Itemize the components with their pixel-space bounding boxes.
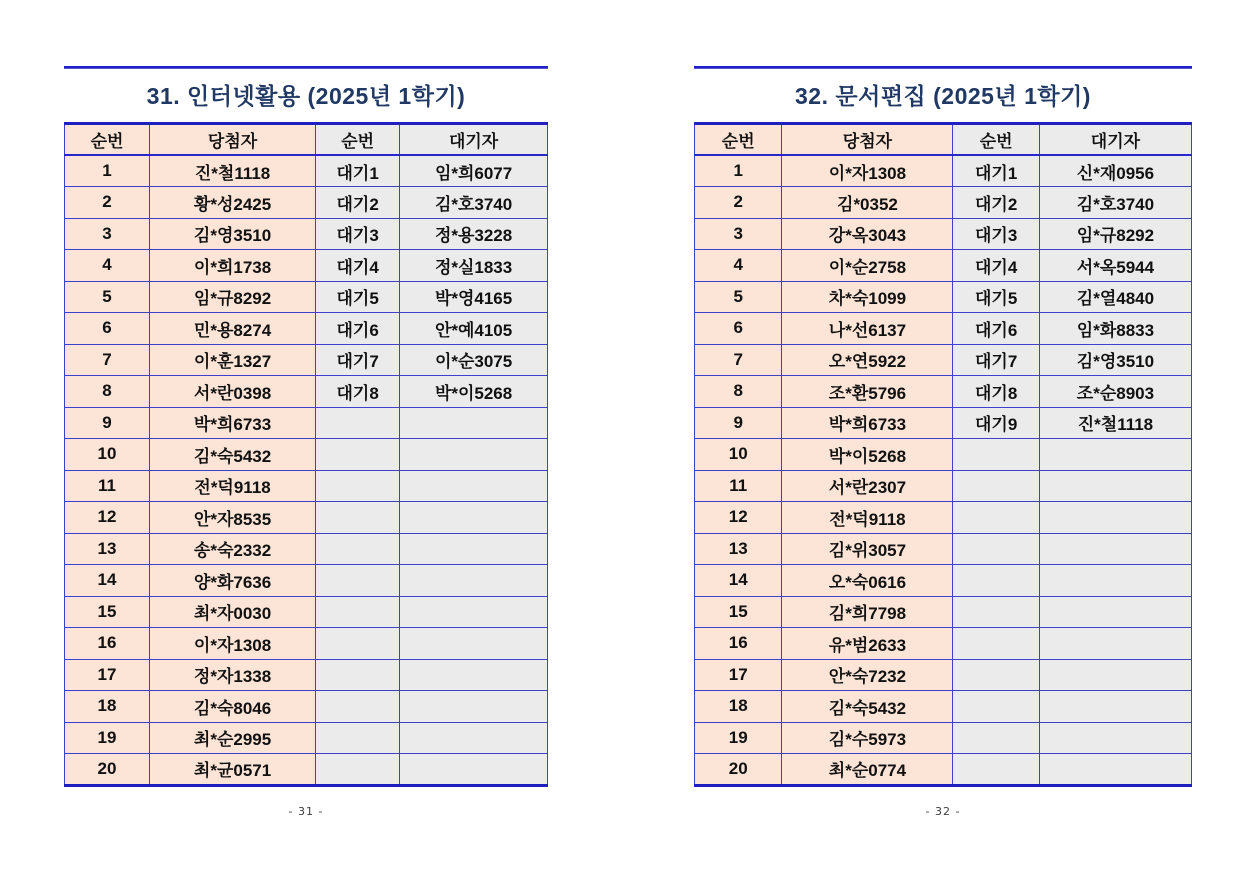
waitlist-cell: 김*영3510 xyxy=(1039,344,1191,376)
rank-cell: 16 xyxy=(695,628,782,660)
column-header-winner: 당첨자 xyxy=(150,124,316,156)
winner-cell: 김*수5973 xyxy=(782,722,953,754)
wait-rank-cell: 대기3 xyxy=(316,218,400,250)
wait-rank-cell: 대기4 xyxy=(953,250,1039,282)
winner-cell: 김*영3510 xyxy=(150,218,316,250)
table-row xyxy=(695,691,1192,723)
rank-cell: 11 xyxy=(695,470,782,502)
column-header-rank: 순번 xyxy=(65,124,150,156)
title-rule xyxy=(694,66,1192,69)
wait-rank-cell: 대기8 xyxy=(953,376,1039,408)
winner-cell: 최*균0571 xyxy=(150,754,316,786)
rank-cell: 1 xyxy=(65,155,150,187)
wait-rank-cell xyxy=(316,407,400,439)
waitlist-cell: 김*열4840 xyxy=(1039,281,1191,313)
winner-cell: 조*환5796 xyxy=(782,376,953,408)
winner-cell: 오*연5922 xyxy=(782,344,953,376)
table-row xyxy=(65,155,548,187)
rank-cell: 19 xyxy=(695,722,782,754)
table-row xyxy=(695,659,1192,691)
rank-cell: 3 xyxy=(695,218,782,250)
waitlist-cell xyxy=(1039,722,1191,754)
wait-rank-cell: 대기6 xyxy=(316,313,400,345)
waitlist-cell xyxy=(400,470,548,502)
wait-rank-cell xyxy=(953,659,1039,691)
wait-rank-cell: 대기5 xyxy=(316,281,400,313)
wait-rank-cell xyxy=(316,533,400,565)
waitlist-cell: 김*호3740 xyxy=(400,187,548,219)
rank-cell: 3 xyxy=(65,218,150,250)
wait-rank-cell: 대기1 xyxy=(316,155,400,187)
table-row xyxy=(695,722,1192,754)
table-row xyxy=(695,344,1192,376)
table-body xyxy=(65,155,548,785)
wait-rank-cell xyxy=(953,470,1039,502)
page-number: - 31 - xyxy=(288,804,324,818)
rank-cell: 7 xyxy=(695,344,782,376)
wait-rank-cell xyxy=(953,439,1039,471)
wait-rank-cell: 대기1 xyxy=(953,155,1039,187)
wait-rank-cell xyxy=(953,533,1039,565)
wait-rank-cell: 대기8 xyxy=(316,376,400,408)
winner-cell: 박*이5268 xyxy=(782,439,953,471)
rank-cell: 15 xyxy=(695,596,782,628)
winner-cell: 김*숙5432 xyxy=(150,439,316,471)
winner-cell: 이*순2758 xyxy=(782,250,953,282)
winner-cell: 나*선6137 xyxy=(782,313,953,345)
waitlist-cell xyxy=(1039,502,1191,534)
winner-cell: 강*옥3043 xyxy=(782,218,953,250)
winner-cell: 김*위3057 xyxy=(782,533,953,565)
winner-cell: 전*덕9118 xyxy=(782,502,953,534)
table-row xyxy=(695,628,1192,660)
column-header-winner: 당첨자 xyxy=(782,124,953,156)
winner-cell: 차*숙1099 xyxy=(782,281,953,313)
table-row xyxy=(695,218,1192,250)
table-row xyxy=(695,407,1192,439)
waitlist-cell xyxy=(1039,659,1191,691)
table-row xyxy=(65,754,548,786)
table-row xyxy=(695,250,1192,282)
wait-rank-cell xyxy=(316,628,400,660)
lottery-table-32 xyxy=(694,122,1192,787)
wait-rank-cell xyxy=(316,722,400,754)
waitlist-cell: 박*영4165 xyxy=(400,281,548,313)
page-number: - 32 - xyxy=(925,804,961,818)
table-row xyxy=(65,187,548,219)
table-row xyxy=(695,281,1192,313)
waitlist-cell: 이*순3075 xyxy=(400,344,548,376)
waitlist-cell: 정*용3228 xyxy=(400,218,548,250)
table-row xyxy=(695,533,1192,565)
column-header-waitlist: 대기자 xyxy=(1039,124,1191,156)
waitlist-cell: 서*옥5944 xyxy=(1039,250,1191,282)
rank-cell: 16 xyxy=(65,628,150,660)
table-row xyxy=(65,344,548,376)
wait-rank-cell xyxy=(953,691,1039,723)
table-row xyxy=(65,250,548,282)
wait-rank-cell xyxy=(316,596,400,628)
winner-cell: 이*자1308 xyxy=(782,155,953,187)
column-header-wait-rank: 순번 xyxy=(316,124,400,156)
wait-rank-cell xyxy=(316,470,400,502)
winner-cell: 김*희7798 xyxy=(782,596,953,628)
wait-rank-cell xyxy=(316,502,400,534)
wait-rank-cell xyxy=(316,659,400,691)
wait-rank-cell: 대기6 xyxy=(953,313,1039,345)
table-row xyxy=(65,376,548,408)
rank-cell: 6 xyxy=(65,313,150,345)
table-row xyxy=(65,313,548,345)
table-row xyxy=(695,754,1192,786)
table-row xyxy=(695,313,1192,345)
table-row xyxy=(65,502,548,534)
wait-rank-cell xyxy=(953,722,1039,754)
table-row xyxy=(695,565,1192,597)
wait-rank-cell: 대기5 xyxy=(953,281,1039,313)
waitlist-cell xyxy=(1039,565,1191,597)
winner-cell: 서*란2307 xyxy=(782,470,953,502)
waitlist-cell: 임*화8833 xyxy=(1039,313,1191,345)
waitlist-cell xyxy=(400,722,548,754)
rank-cell: 14 xyxy=(695,565,782,597)
rank-cell: 10 xyxy=(695,439,782,471)
rank-cell: 4 xyxy=(695,250,782,282)
table-row xyxy=(65,628,548,660)
table-row xyxy=(65,565,548,597)
winner-cell: 최*순2995 xyxy=(150,722,316,754)
rank-cell: 17 xyxy=(695,659,782,691)
rank-cell: 2 xyxy=(65,187,150,219)
column-header-waitlist: 대기자 xyxy=(400,124,548,156)
table-row xyxy=(65,470,548,502)
waitlist-cell xyxy=(1039,533,1191,565)
wait-rank-cell: 대기7 xyxy=(953,344,1039,376)
winner-cell: 서*란0398 xyxy=(150,376,316,408)
waitlist-cell xyxy=(400,565,548,597)
waitlist-cell xyxy=(400,533,548,565)
wait-rank-cell: 대기2 xyxy=(953,187,1039,219)
waitlist-cell xyxy=(400,659,548,691)
waitlist-cell xyxy=(1039,596,1191,628)
rank-cell: 17 xyxy=(65,659,150,691)
rank-cell: 20 xyxy=(65,754,150,786)
table-row xyxy=(695,596,1192,628)
table-row xyxy=(695,187,1192,219)
winner-cell: 오*숙0616 xyxy=(782,565,953,597)
waitlist-cell: 신*재0956 xyxy=(1039,155,1191,187)
rank-cell: 9 xyxy=(65,407,150,439)
rank-cell: 5 xyxy=(695,281,782,313)
waitlist-cell xyxy=(400,502,548,534)
winner-cell: 최*순0774 xyxy=(782,754,953,786)
winner-cell: 안*숙7232 xyxy=(782,659,953,691)
wait-rank-cell: 대기9 xyxy=(953,407,1039,439)
table-row xyxy=(695,502,1192,534)
waitlist-cell xyxy=(1039,439,1191,471)
table-header-row xyxy=(65,124,548,156)
table-row xyxy=(695,470,1192,502)
title-rule xyxy=(64,66,548,69)
wait-rank-cell xyxy=(953,628,1039,660)
waitlist-cell xyxy=(400,628,548,660)
table-row xyxy=(695,439,1192,471)
wait-rank-cell xyxy=(316,439,400,471)
waitlist-cell xyxy=(400,691,548,723)
winner-cell: 이*자1308 xyxy=(150,628,316,660)
winner-cell: 박*희6733 xyxy=(150,407,316,439)
wait-rank-cell xyxy=(953,596,1039,628)
waitlist-cell xyxy=(400,754,548,786)
rank-cell: 2 xyxy=(695,187,782,219)
lottery-table-31 xyxy=(64,122,548,787)
winner-cell: 이*희1738 xyxy=(150,250,316,282)
waitlist-cell xyxy=(400,596,548,628)
winner-cell: 유*범2633 xyxy=(782,628,953,660)
rank-cell: 13 xyxy=(695,533,782,565)
winner-cell: 박*희6733 xyxy=(782,407,953,439)
rank-cell: 20 xyxy=(695,754,782,786)
waitlist-cell: 정*실1833 xyxy=(400,250,548,282)
table-row xyxy=(65,218,548,250)
table-row xyxy=(65,533,548,565)
rank-cell: 4 xyxy=(65,250,150,282)
table-row xyxy=(695,155,1192,187)
winner-cell: 이*훈1327 xyxy=(150,344,316,376)
wait-rank-cell: 대기7 xyxy=(316,344,400,376)
table-body xyxy=(695,155,1192,785)
rank-cell: 7 xyxy=(65,344,150,376)
winner-cell: 최*자0030 xyxy=(150,596,316,628)
rank-cell: 8 xyxy=(65,376,150,408)
table-row xyxy=(65,691,548,723)
rank-cell: 11 xyxy=(65,470,150,502)
rank-cell: 12 xyxy=(65,502,150,534)
rank-cell: 12 xyxy=(695,502,782,534)
wait-rank-cell xyxy=(953,754,1039,786)
waitlist-cell: 조*순8903 xyxy=(1039,376,1191,408)
waitlist-cell xyxy=(400,439,548,471)
winner-cell: 황*성2425 xyxy=(150,187,316,219)
waitlist-cell xyxy=(400,407,548,439)
table-row xyxy=(65,439,548,471)
waitlist-cell xyxy=(1039,628,1191,660)
winner-cell: 민*용8274 xyxy=(150,313,316,345)
rank-cell: 5 xyxy=(65,281,150,313)
rank-cell: 13 xyxy=(65,533,150,565)
winner-cell: 김*숙5432 xyxy=(782,691,953,723)
rank-cell: 10 xyxy=(65,439,150,471)
wait-rank-cell xyxy=(316,565,400,597)
wait-rank-cell xyxy=(953,565,1039,597)
rank-cell: 18 xyxy=(695,691,782,723)
wait-rank-cell xyxy=(953,502,1039,534)
winner-cell: 김*0352 xyxy=(782,187,953,219)
table-row xyxy=(695,376,1192,408)
winner-cell: 안*자8535 xyxy=(150,502,316,534)
waitlist-cell: 안*예4105 xyxy=(400,313,548,345)
rank-cell: 19 xyxy=(65,722,150,754)
winner-cell: 김*숙8046 xyxy=(150,691,316,723)
table-row xyxy=(65,281,548,313)
winner-cell: 임*규8292 xyxy=(150,281,316,313)
waitlist-cell: 김*호3740 xyxy=(1039,187,1191,219)
wait-rank-cell: 대기3 xyxy=(953,218,1039,250)
winner-cell: 전*덕9118 xyxy=(150,470,316,502)
winner-cell: 양*화7636 xyxy=(150,565,316,597)
rank-cell: 8 xyxy=(695,376,782,408)
waitlist-cell xyxy=(1039,470,1191,502)
column-header-rank: 순번 xyxy=(695,124,782,156)
table-row xyxy=(65,659,548,691)
table-row xyxy=(65,596,548,628)
panel-title: 32. 문서편집 (2025년 1학기) xyxy=(795,83,1091,109)
column-header-wait-rank: 순번 xyxy=(953,124,1039,156)
wait-rank-cell: 대기4 xyxy=(316,250,400,282)
rank-cell: 1 xyxy=(695,155,782,187)
course-panel-32 xyxy=(694,66,1192,818)
winner-cell: 진*철1118 xyxy=(150,155,316,187)
waitlist-cell: 임*희6077 xyxy=(400,155,548,187)
waitlist-cell xyxy=(1039,691,1191,723)
waitlist-cell: 박*이5268 xyxy=(400,376,548,408)
winner-cell: 정*자1338 xyxy=(150,659,316,691)
rank-cell: 18 xyxy=(65,691,150,723)
wait-rank-cell xyxy=(316,691,400,723)
table-row xyxy=(65,722,548,754)
panel-title: 31. 인터넷활용 (2025년 1학기) xyxy=(146,83,466,109)
wait-rank-cell: 대기2 xyxy=(316,187,400,219)
waitlist-cell: 진*철1118 xyxy=(1039,407,1191,439)
rank-cell: 6 xyxy=(695,313,782,345)
waitlist-cell: 임*규8292 xyxy=(1039,218,1191,250)
winner-cell: 송*숙2332 xyxy=(150,533,316,565)
rank-cell: 14 xyxy=(65,565,150,597)
rank-cell: 15 xyxy=(65,596,150,628)
table-header-row xyxy=(695,124,1192,156)
wait-rank-cell xyxy=(316,754,400,786)
course-panel-31 xyxy=(64,66,548,818)
table-row xyxy=(65,407,548,439)
rank-cell: 9 xyxy=(695,407,782,439)
waitlist-cell xyxy=(1039,754,1191,786)
